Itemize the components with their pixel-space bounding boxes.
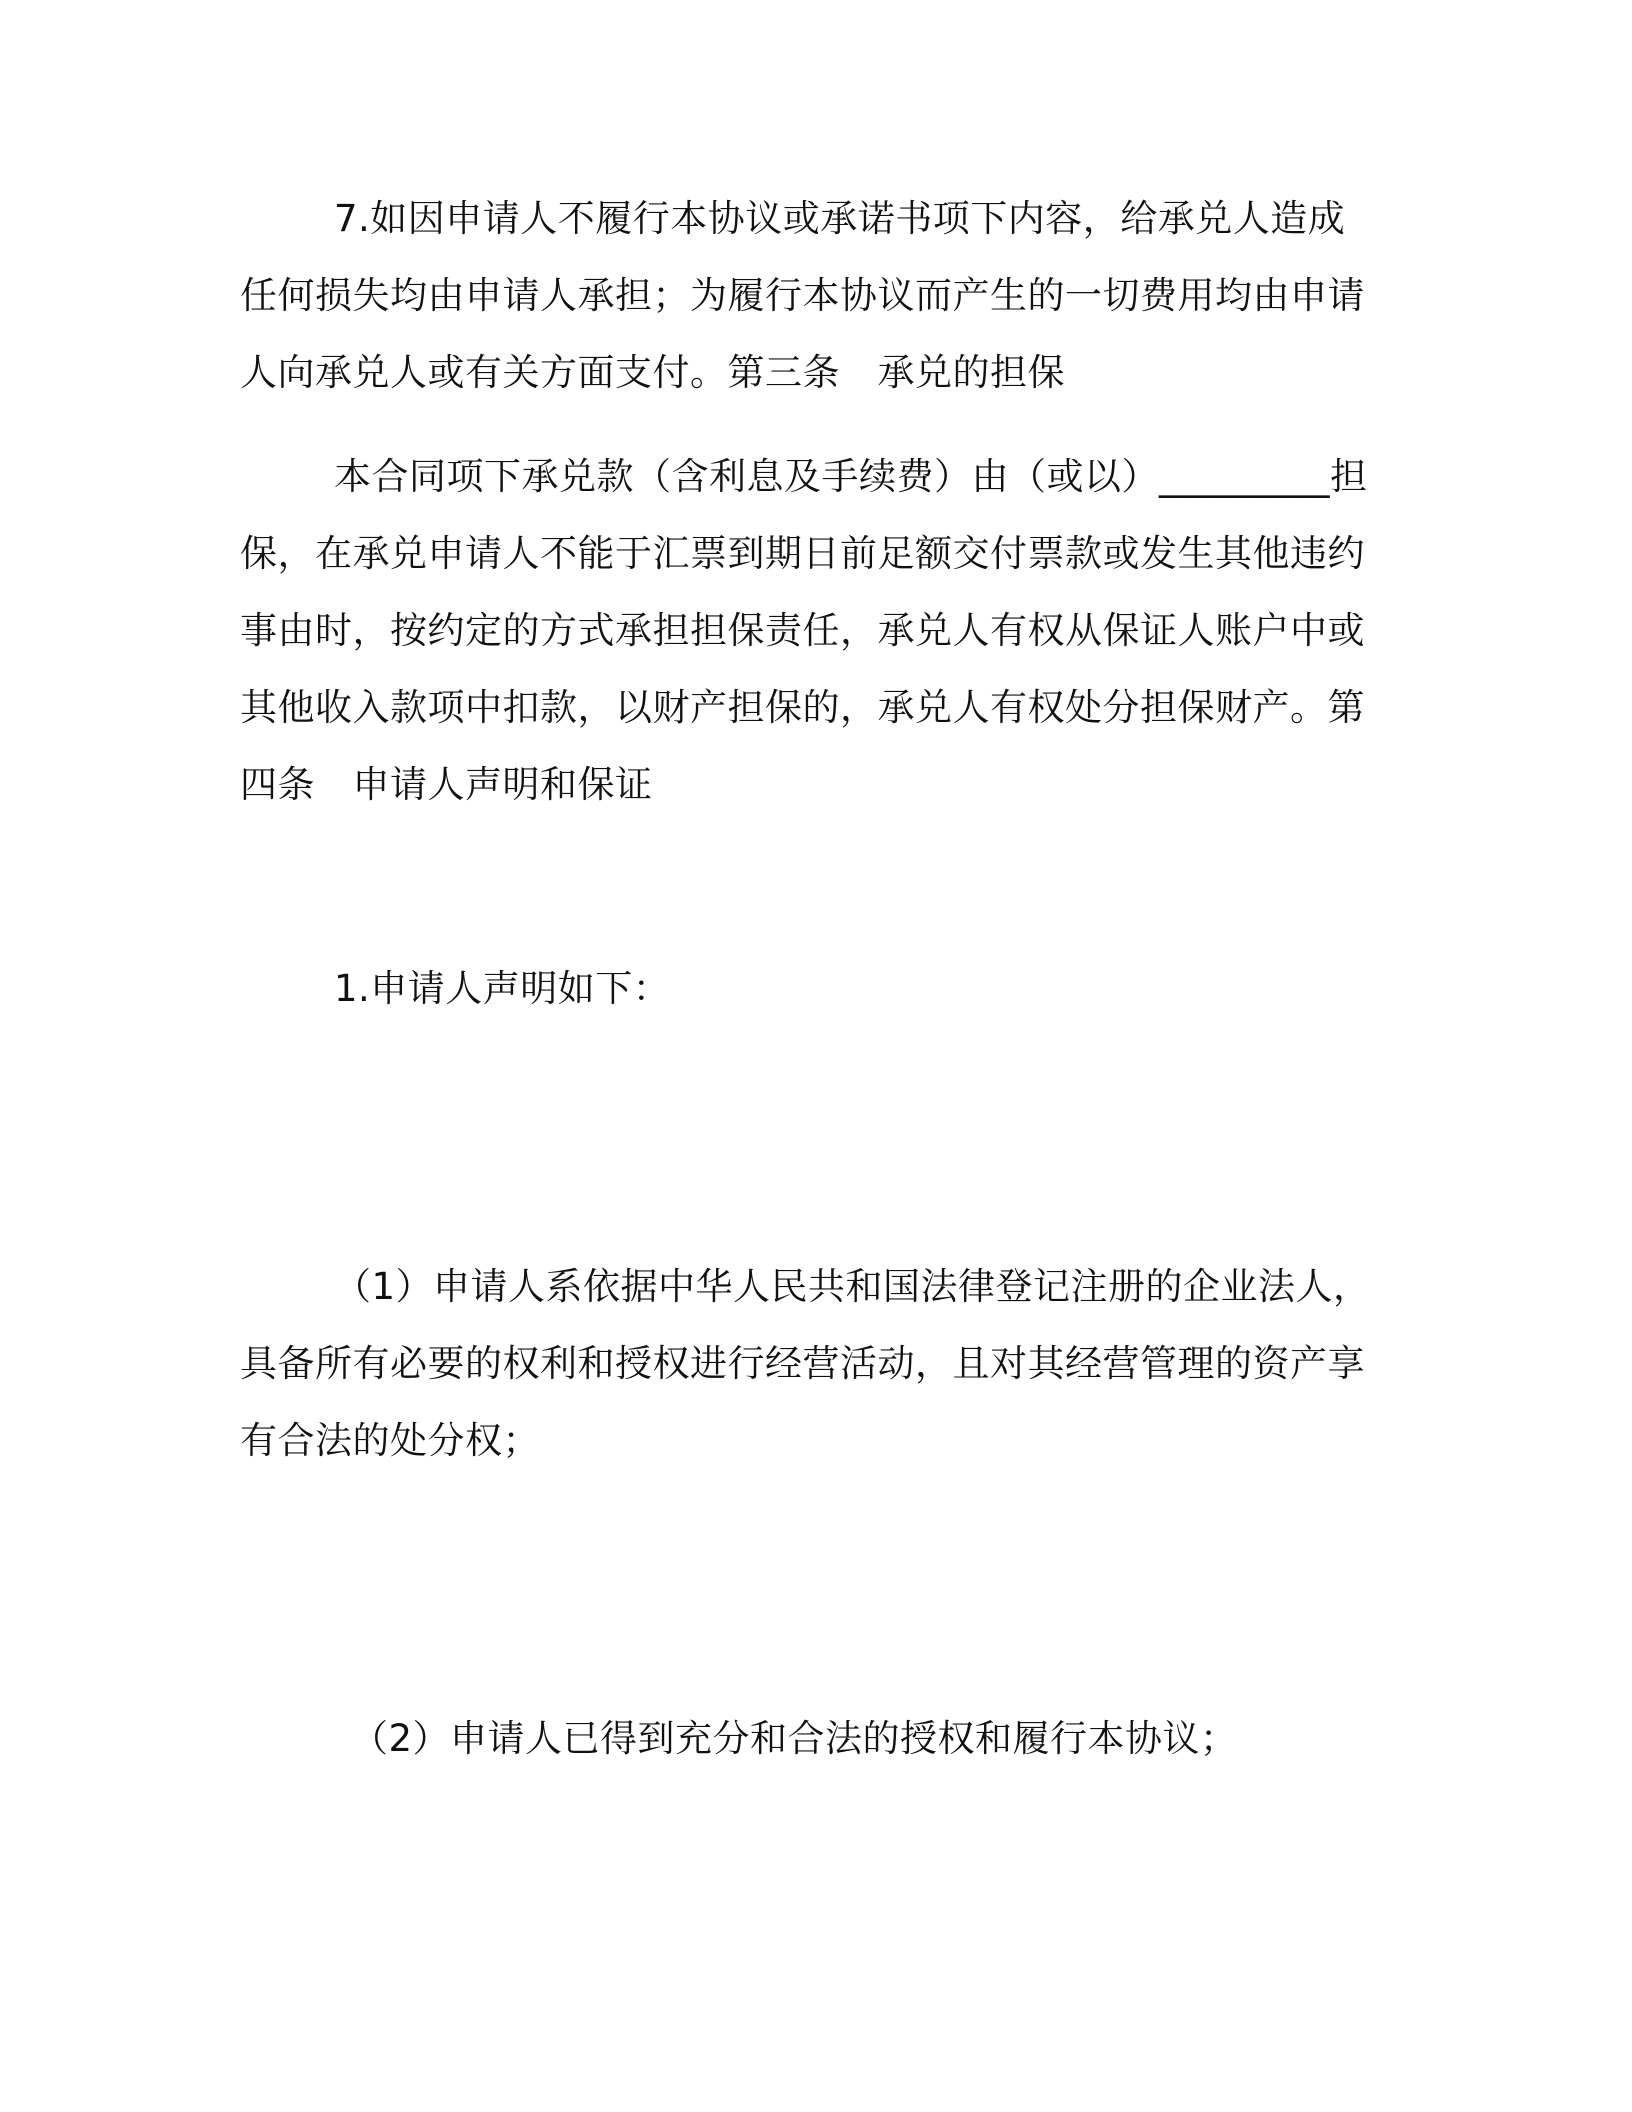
paragraph-guarantee: 本合同项下承兑款（含利息及手续费）由（或以）_________担保，在承兑申请人不能于汇票到期日前足额交付票款或发生其他违约事由时，按约定的方式承担担保责任，承兑人有权从保证人账户中或其他收入款项中扣款，以财产担保的，承兑人有权处分担保财产。第四条 申请人声明和保证: [240, 455, 1368, 806]
paragraph-declaration-2: （2）申请人已得到充分和合法的授权和履行本协议；: [351, 1717, 1238, 1760]
paragraph-clause-7: 7.如因申请人不履行本协议或承诺书项下内容，给承兑人造成任何损失均由申请人承担；为履行本协议而产生的一切费用均由申请人向承兑人或有关方面支付。第三条 承兑的担保: [240, 197, 1365, 394]
paragraph-declaration-1: （1）申请人系依据中华人民共和国法律登记注册的企业法人，具备所有必要的权利和授权进行经营活动，且对其经营管理的资产享有合法的处分权；: [240, 1265, 1371, 1462]
paragraph-declaration-heading: 1.申请人声明如下：: [334, 967, 671, 1010]
